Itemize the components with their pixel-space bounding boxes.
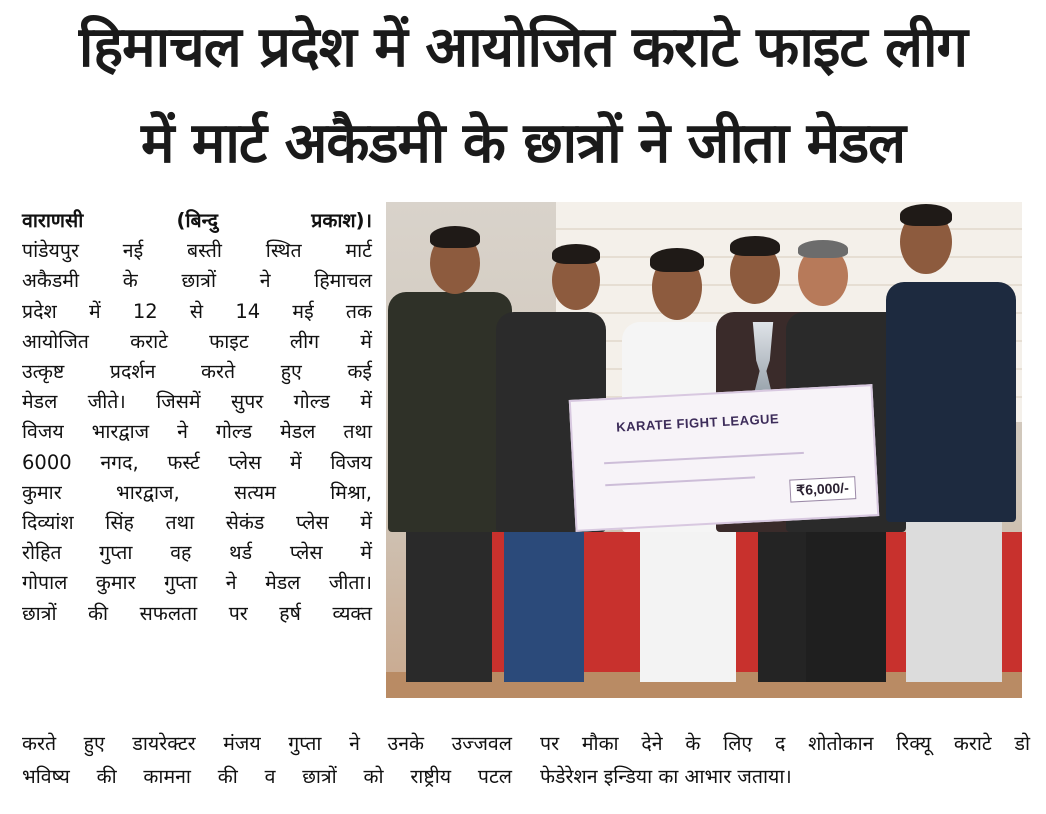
article-bottom-right <box>540 727 1030 793</box>
headline-line-2: में मार्ट अकैडमी के छात्रों ने जीता मेडल <box>140 111 906 176</box>
article-bottom-left <box>22 727 512 793</box>
article-line: उत्कृष्ट प्रदर्शन करते हुए कई <box>22 360 372 384</box>
article-line: करते हुए डायरेक्टर मंजय गुप्ता ने उनके उज्जवल <box>22 732 512 755</box>
article-line: भविष्य की कामना की व छात्रों को राष्ट्रीय पटल <box>22 765 512 788</box>
article-line: छात्रों की सफलता पर हर्ष व्यक्त <box>22 601 372 625</box>
award-cheque <box>569 384 879 532</box>
article-line: कुमार भारद्वाज, सत्यम मिश्रा, <box>22 480 372 504</box>
news-photo <box>386 202 1022 698</box>
cheque-amount: ₹6,000/- <box>789 476 857 502</box>
article-line: मेडल जीते। जिसमें सुपर गोल्ड में <box>22 390 372 414</box>
article-column <box>22 206 372 629</box>
cheque-title: KARATE FIGHT LEAGUE <box>615 411 780 435</box>
article-line: फेडेरेशन इन्डिया का आभार जताया। <box>540 765 792 788</box>
article-line: रोहित गुप्ता वह थर्ड प्लेस में <box>22 541 372 565</box>
headline-line-1: हिमाचल प्रदेश में आयोजित कराटे फाइट लीग <box>78 15 968 80</box>
article-line: पांडेयपुर नई बस्ती स्थित मार्ट <box>22 239 372 263</box>
article-line: अकैडमी के छात्रों ने हिमाचल <box>22 269 372 293</box>
article-line: 6000 नगद, फर्स्ट प्लेस में विजय <box>22 450 372 474</box>
article-line: दिव्यांश सिंह तथा सेकंड प्लेस में <box>22 511 372 535</box>
dateline: वाराणसी (बिन्दु प्रकाश)। <box>22 209 372 232</box>
article-line: आयोजित कराटे फाइट लीग में <box>22 329 372 353</box>
article-line: प्रदेश में 12 से 14 मई तक <box>22 299 372 323</box>
article-line: पर मौका देने के लिए द शोतोकान रिक्यू कराटे डो <box>540 732 1030 755</box>
article-line: गोपाल कुमार गुप्ता ने मेडल जीता। <box>22 571 372 595</box>
article-line: विजय भारद्वाज ने गोल्ड मेडल तथा <box>22 420 372 444</box>
